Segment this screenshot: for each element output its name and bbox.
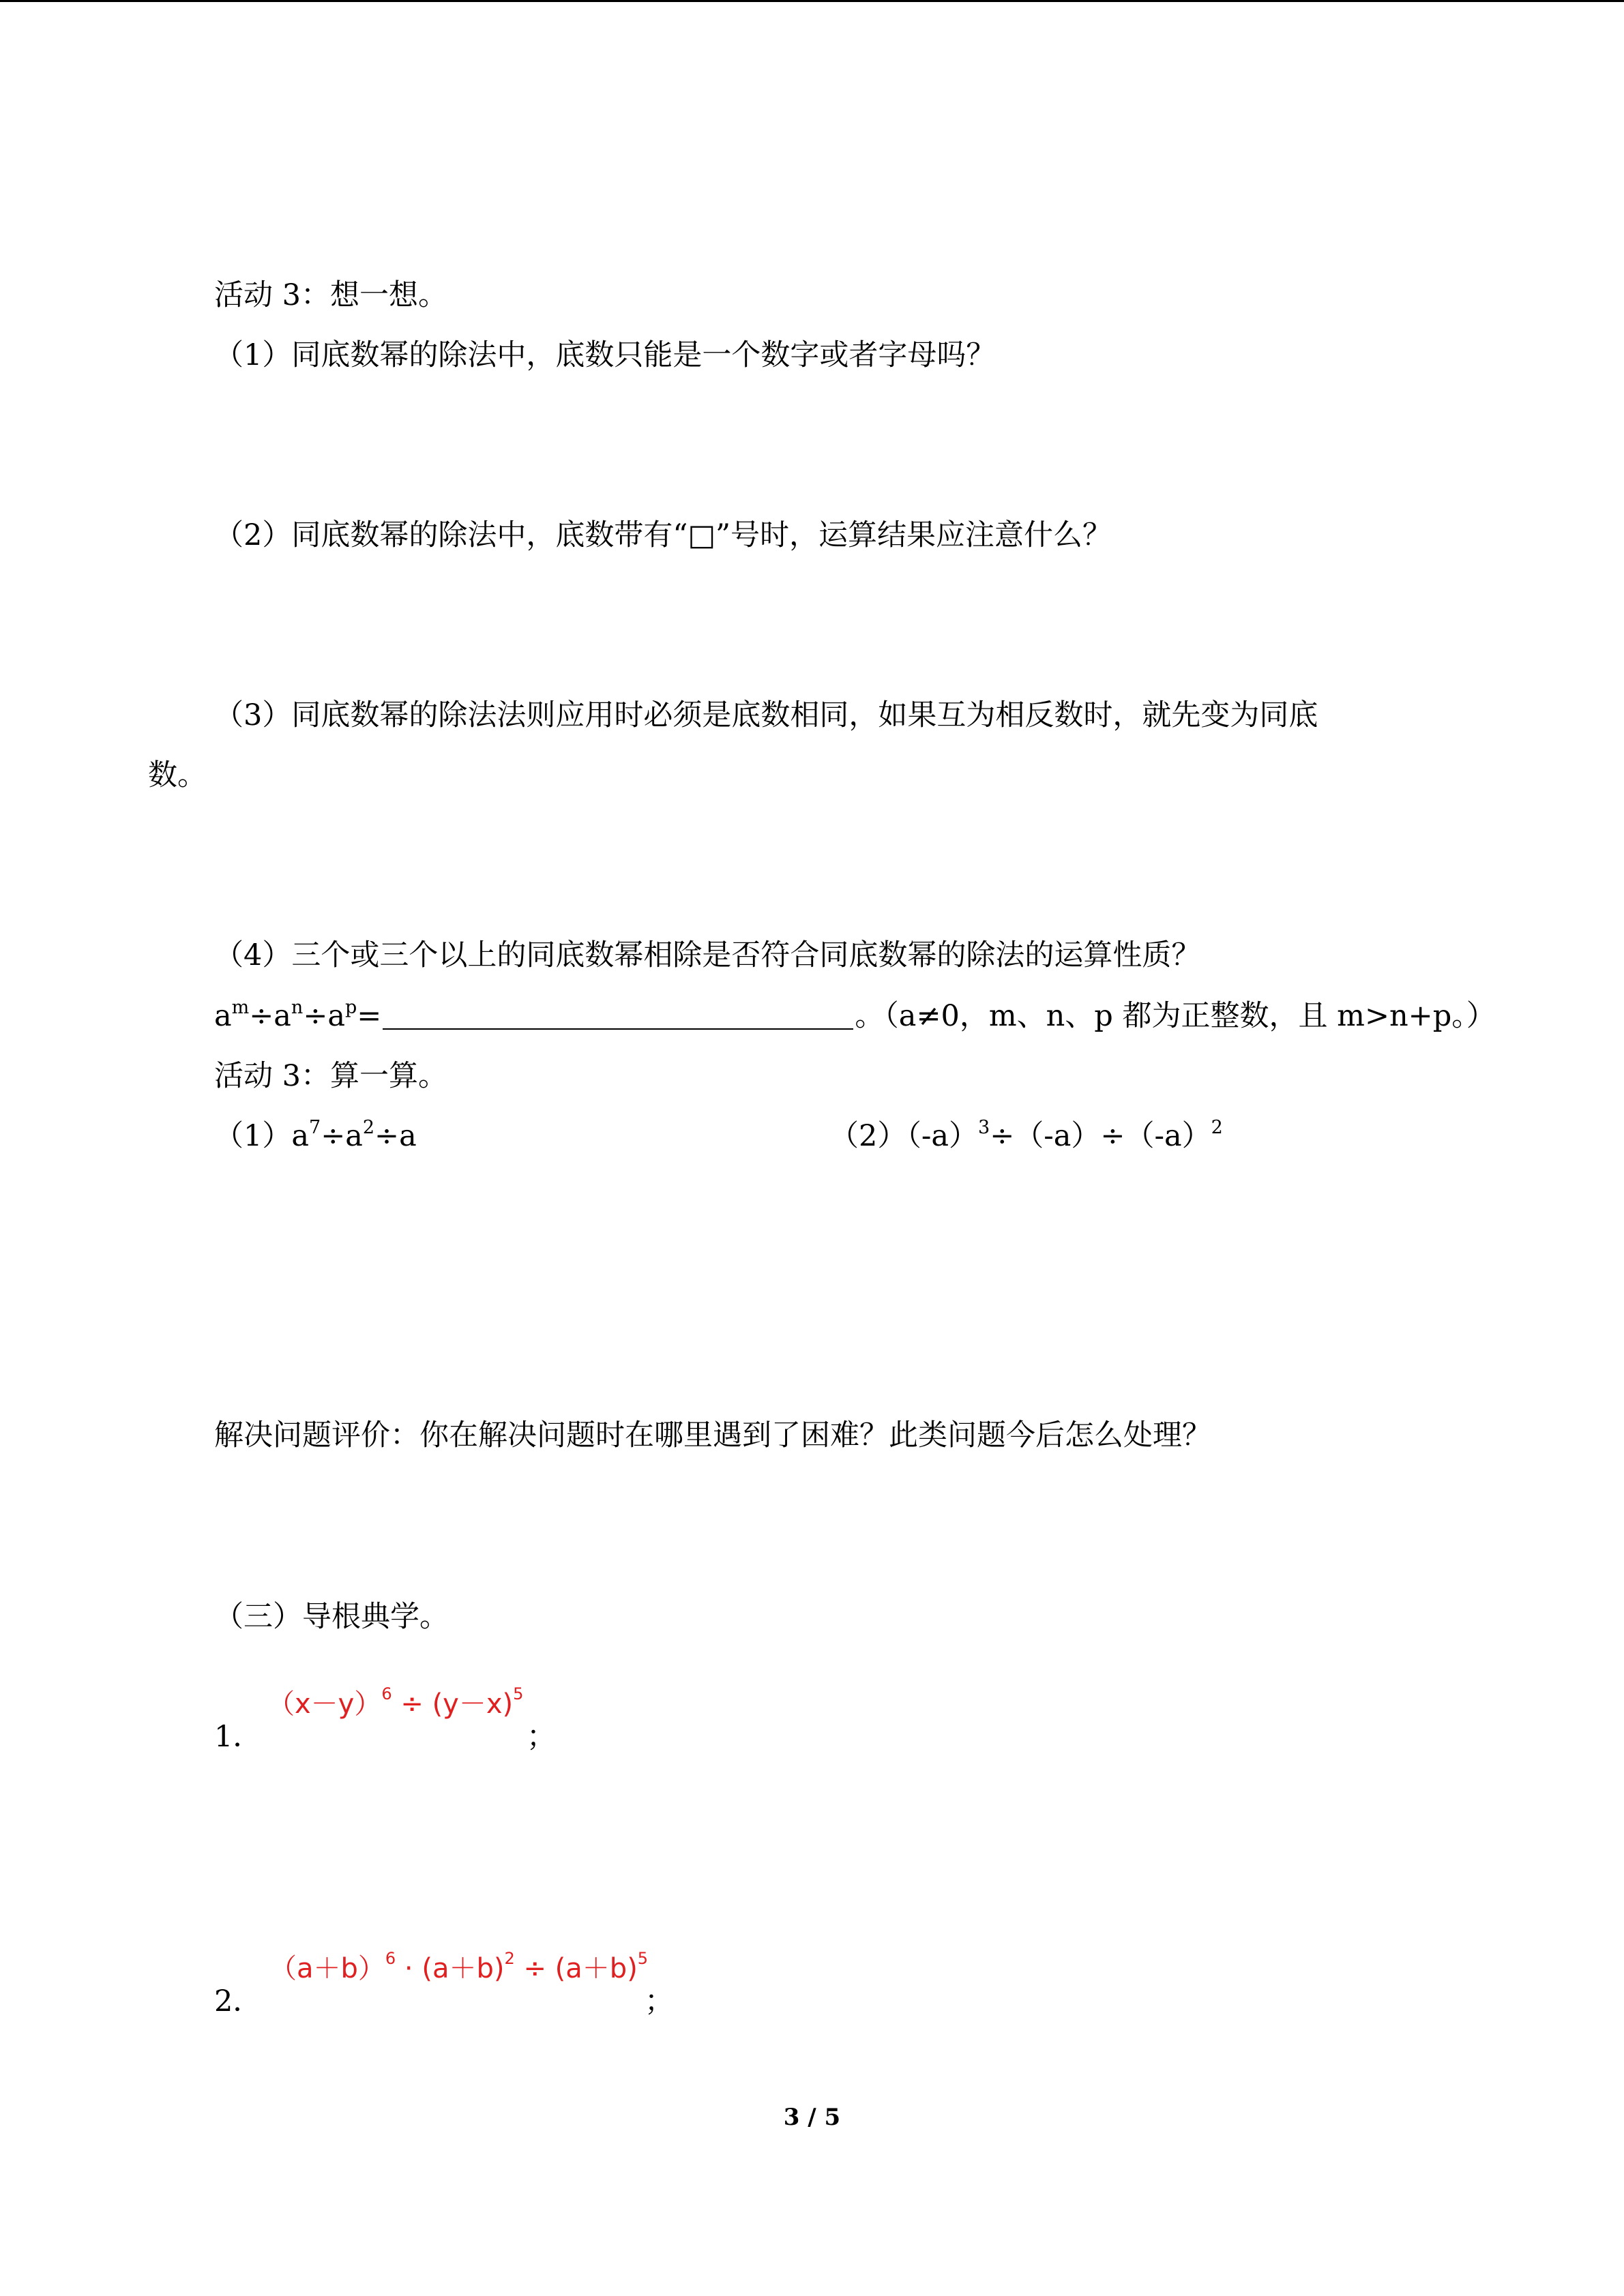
item-2-expression: $(a+b)^6 \cdot (a+b)^2 \div (a+b)^5$ (269, 1949, 649, 1984)
activity-3-calc-title: 活动 3：算一算。 (214, 1059, 448, 1093)
question-4: （4）三个或三个以上的同底数幂相除是否符合同底数幂的除法的运算性质？ (214, 938, 1201, 972)
activity-3-title: 活动 3：想一想。 (214, 278, 448, 312)
item-1-expression: $(x-y)^6 \div (y-x)^5$ (267, 1684, 524, 1720)
section-3-title: （三）导根典学。 (214, 1600, 449, 1634)
item-1-number: 1． (214, 1720, 263, 1754)
page-number: 3 / 5 (783, 2104, 841, 2131)
answer-blank[interactable] (383, 1001, 853, 1030)
page-top-border (0, 0, 1624, 2)
calc-item-1: $(1)a^7\div a^2\div a$ (214, 1117, 417, 1153)
item-2-end: ； (645, 1984, 674, 2018)
item-1-end: ； (527, 1720, 556, 1754)
formula-line: $a^m\div a^n\div a^p=$ 。（a≠0，m、n、p 都为正整数，且 m>n+p。） (214, 997, 1496, 1033)
question-1: （1）同底数幂的除法中，底数只能是一个数字或者字母吗？ (214, 338, 996, 372)
question-2: （2）同底数幂的除法中，底数带有“□”号时，运算结果应注意什么？ (214, 518, 1112, 552)
evaluation-prompt: 解决问题评价：你在解决问题时在哪里遇到了困难？此类问题今后怎么处理？ (214, 1418, 1211, 1452)
question-3-line-2: 数。 (148, 758, 207, 792)
calc-item-2: $(2)(-a)^3\div(-a)\div(-a)^2$ (829, 1117, 1223, 1153)
question-3-line-1: （3）同底数幂的除法法则应用时必须是底数相同，如果互为相反数时，就先变为同底 (214, 698, 1318, 732)
item-2-number: 2． (214, 1984, 263, 2018)
